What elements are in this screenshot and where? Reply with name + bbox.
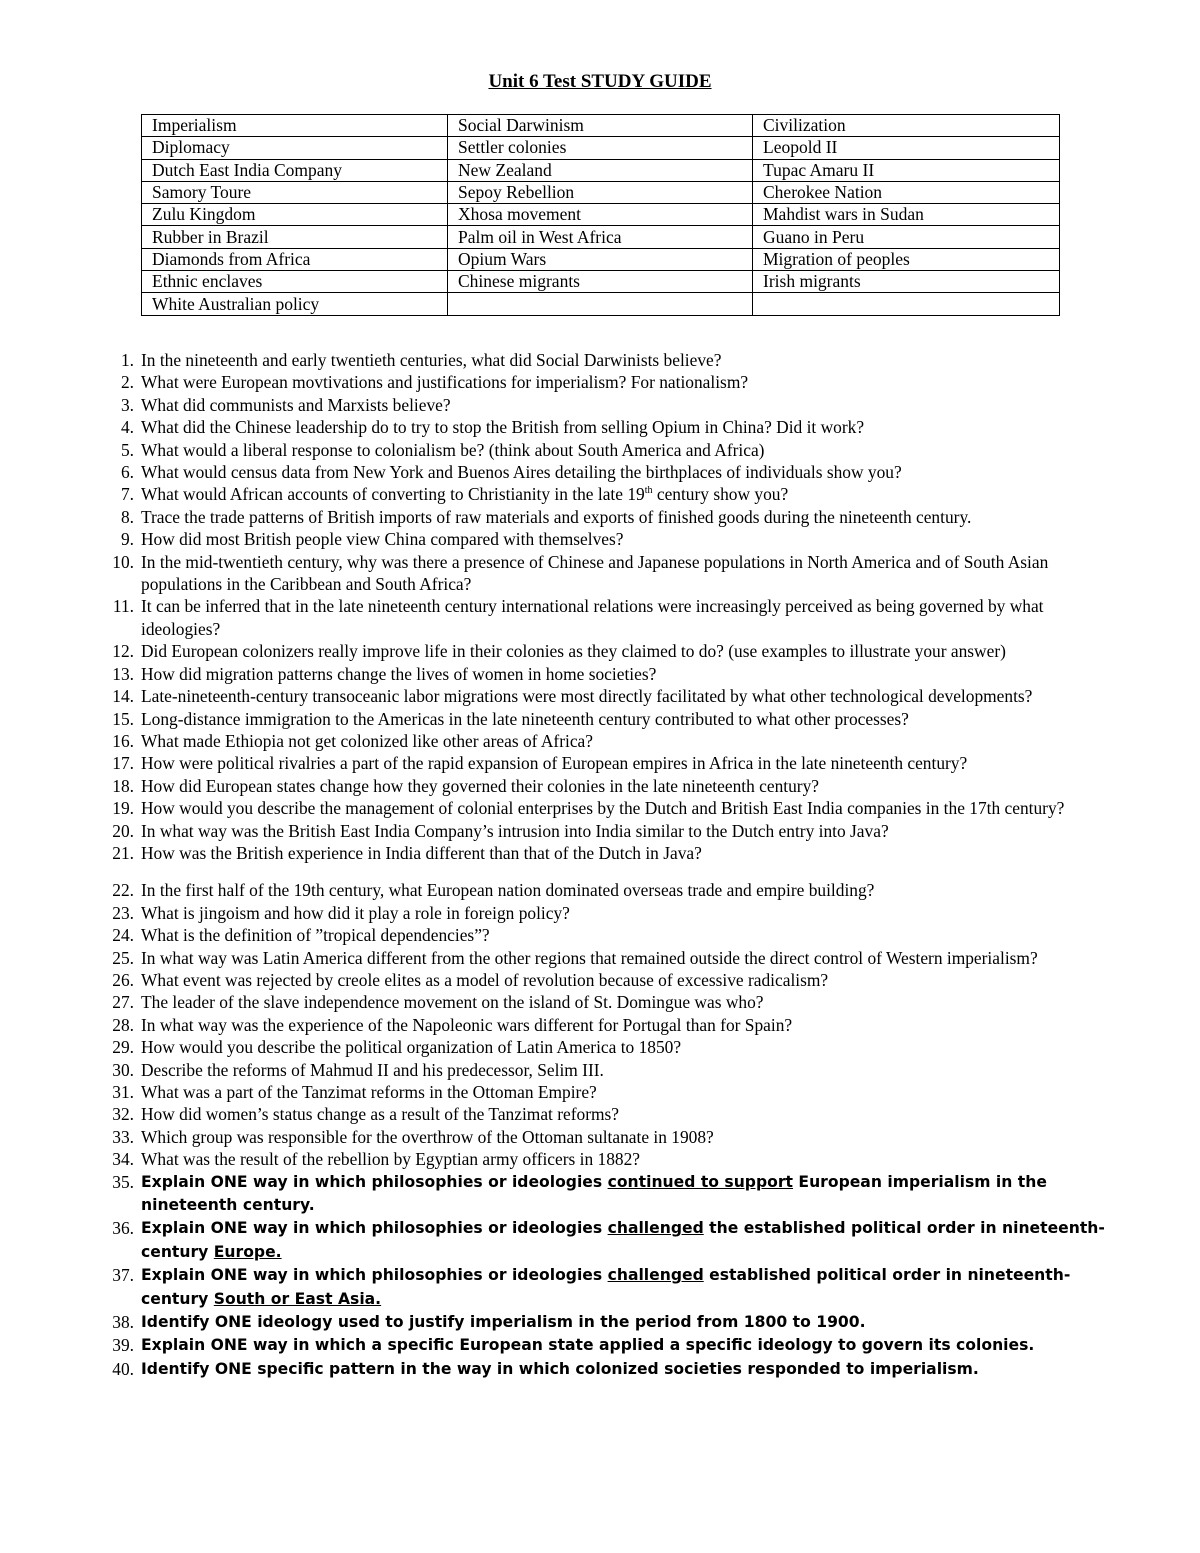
question-number: 36.: [112, 1218, 134, 1239]
question-text: Explain ONE way in which philosophies or ideologies: [141, 1219, 608, 1238]
table-cell: Irish migrants: [753, 271, 1060, 293]
question-text: What did communists and Marxists believe?: [141, 394, 451, 415]
table-row: [142, 137, 1060, 159]
list-item: [0, 1059, 1126, 1081]
question-number: 18.: [112, 775, 134, 796]
list-item: [0, 730, 1126, 752]
table-row: [142, 271, 1060, 293]
question-number: 5.: [120, 439, 134, 460]
table-cell: Sepoy Rebellion: [448, 181, 753, 203]
question-text: In what way was Latin America different from the other regions that remained outside the direct control of Western imperialism?: [141, 947, 1038, 968]
underlined-phrase: South or East Asia.: [213, 1289, 382, 1308]
table-cell: Xhosa movement: [448, 204, 753, 226]
question-text: Identify ONE specific pattern in the way in which colonized societies responded to imperialism.: [141, 1359, 979, 1378]
question-number: 9.: [120, 529, 134, 550]
table-cell: Diplomacy: [142, 137, 448, 159]
list-item: [0, 1126, 1126, 1148]
question-text: How was the British experience in India different than that of the Dutch in Java?: [141, 842, 702, 863]
underlined-phrase: challenged: [607, 1266, 704, 1285]
question-number: 10.: [112, 551, 134, 572]
question-number: 24.: [112, 925, 134, 946]
question-text: European imperialism in the nineteenth century.: [141, 1172, 1047, 1215]
list-item: [0, 663, 1126, 685]
question-number: 27.: [112, 992, 134, 1013]
table-cell: Guano in Peru: [753, 226, 1060, 248]
list-item: [0, 371, 1126, 393]
question-number: 12.: [112, 641, 134, 662]
table-cell: Rubber in Brazil: [142, 226, 448, 248]
question-text: In the nineteenth and early twentieth centuries, what did Social Darwinists believe?: [141, 350, 722, 370]
page-title: Unit 6 Test STUDY GUIDE: [488, 71, 712, 92]
question-number: 37.: [112, 1265, 134, 1286]
question-number: 23.: [112, 902, 134, 923]
list-item: [0, 1103, 1126, 1125]
question-text: What made Ethiopia not get colonized like other areas of Africa?: [141, 730, 593, 751]
list-item: [0, 991, 1126, 1013]
question-number: 30.: [112, 1059, 134, 1080]
list-item: [0, 416, 1126, 438]
question-text: What was the result of the rebellion by Egyptian army officers in 1882?: [141, 1149, 641, 1170]
table-cell: Tupac Amaru II: [753, 159, 1060, 181]
question-text: What is the definition of ”tropical dependencies”?: [141, 925, 490, 946]
table-cell: Leopold II: [753, 137, 1060, 159]
list-item: [0, 708, 1126, 730]
question-text: The leader of the slave independence movement on the island of St. Domingue was who?: [141, 992, 764, 1013]
table-cell: [753, 293, 1060, 315]
question-number: 1.: [120, 350, 134, 370]
list-item: [0, 797, 1126, 819]
question-text: What would a liberal response to colonialism be? (think about South America and Africa): [141, 439, 765, 460]
question-text: How would you describe the management of colonial enterprises by the Dutch and British East India companies in the 17th century?: [141, 798, 1065, 819]
question-text: How did most British people view China compared with themselves?: [141, 529, 624, 550]
question-text: How did women’s status change as a result of the Tanzimat reforms?: [141, 1104, 620, 1125]
question-text: What would African accounts of converting to Christianity in the late 19: [141, 484, 645, 505]
question-number: 2.: [120, 372, 134, 393]
table-cell: Migration of peoples: [753, 248, 1060, 270]
question-number: 33.: [112, 1126, 134, 1147]
question-text: Explain ONE way in which a specific European state applied a specific ideology to govern its colonies.: [141, 1336, 1035, 1355]
list-item: [0, 439, 1126, 461]
question-text: Long-distance immigration to the Americas in the late nineteenth century contributed to what other processes?: [141, 708, 909, 729]
question-text: Describe the reforms of Mahmud II and his predecessor, Selim III.: [141, 1059, 604, 1080]
question-text: In what way was the experience of the Napoleonic wars different for Portugal than for Spain?: [141, 1014, 793, 1035]
question-text: Identify ONE ideology used to justify imperialism in the period from 1800 to 1900.: [141, 1313, 866, 1332]
question-text: In the mid-twentieth century, why was there a presence of Chinese and Japanese populations in North America and of South Asian populations in the Caribbean and South Africa?: [141, 551, 1049, 595]
question-number: 32.: [112, 1104, 134, 1125]
underlined-phrase: continued to support: [607, 1172, 793, 1191]
question-number: 6.: [120, 462, 134, 483]
list-item: [0, 1311, 1126, 1334]
question-number: 17.: [112, 753, 134, 774]
table-row: [142, 226, 1060, 248]
question-text: What were European movtivations and justifications for imperialism? For nationalism?: [141, 372, 749, 393]
list-item: [0, 820, 1126, 842]
question-number: 11.: [112, 596, 134, 617]
table-cell: Cherokee Nation: [753, 181, 1060, 203]
question-number: 21.: [112, 842, 134, 863]
table-cell: Ethnic enclaves: [142, 271, 448, 293]
question-text: Explain ONE way in which philosophies or ideologies: [141, 1266, 608, 1285]
list-item: [0, 483, 1126, 505]
question-number: 34.: [112, 1149, 134, 1170]
question-number: 25.: [112, 947, 134, 968]
list-item: [0, 595, 1126, 640]
list-item: [0, 1171, 1126, 1218]
table-cell: Social Darwinism: [448, 115, 753, 137]
table-cell: Diamonds from Africa: [142, 248, 448, 270]
question-number: 31.: [112, 1082, 134, 1102]
question-text: established political order in nineteenth-century: [141, 1266, 1071, 1308]
question-text: Explain ONE way in which philosophies or ideologies: [141, 1172, 608, 1191]
question-number: 4.: [120, 417, 134, 438]
table-cell: Dutch East India Company: [142, 159, 448, 181]
question-number: 29.: [112, 1037, 134, 1058]
question-number: 3.: [120, 394, 134, 415]
question-number: 20.: [112, 820, 134, 841]
question-text: How would you describe the political organization of Latin America to 1850?: [141, 1037, 682, 1058]
question-text: In the first half of the 19th century, what European nation dominated overseas trade and empire building?: [141, 880, 875, 901]
list-item: [0, 1358, 1126, 1381]
question-list: [0, 349, 1200, 1381]
list-item: [0, 1217, 1126, 1264]
table-row: [142, 248, 1060, 270]
question-text: It can be inferred that in the late nineteenth century international relations were increasingly perceived as being governed by what ideologies?: [141, 596, 1044, 639]
table-cell: Chinese migrants: [448, 271, 753, 293]
list-item: [0, 752, 1126, 774]
question-number: 22.: [112, 880, 134, 901]
table-row: [142, 204, 1060, 226]
table-cell: New Zealand: [448, 159, 753, 181]
vocabulary-table: [141, 114, 1060, 316]
table-row: [142, 159, 1060, 181]
list-item: [0, 1081, 1126, 1103]
question-number: 38.: [112, 1312, 134, 1333]
underlined-phrase: challenged: [607, 1219, 704, 1238]
list-item: [0, 775, 1126, 797]
list-item: [0, 528, 1126, 550]
question-text: In what way was the British East India Company’s intrusion into India similar to the Dutch entry into Java?: [141, 820, 889, 841]
question-text: What did the Chinese leadership do to try to stop the British from selling Opium in China? Did it work?: [141, 417, 865, 438]
superscript: th: [644, 485, 653, 497]
question-text: century show you?: [652, 484, 789, 505]
question-text: How were political rivalries a part of the rapid expansion of European empires in Africa in the late nineteenth century?: [141, 753, 968, 774]
question-number: 35.: [112, 1171, 134, 1192]
list-item: [0, 1036, 1126, 1058]
question-number: 13.: [112, 663, 134, 684]
table-cell: [448, 293, 753, 315]
list-item: [0, 551, 1126, 596]
list-item: [0, 969, 1126, 991]
list-item: [0, 842, 1126, 864]
list-item: [0, 640, 1126, 662]
question-number: 7.: [120, 484, 134, 505]
list-item: [0, 394, 1126, 416]
question-number: 40.: [112, 1358, 134, 1379]
table-cell: Samory Toure: [142, 181, 448, 203]
list-item: [0, 349, 1126, 371]
list-item: [0, 685, 1126, 707]
list-item: [0, 461, 1126, 483]
table-cell: Settler colonies: [448, 137, 753, 159]
list-item: [0, 1334, 1126, 1357]
list-item: [0, 1148, 1126, 1170]
list-item: [0, 902, 1126, 924]
list-item: [0, 1264, 1126, 1311]
question-text: the established political order in nineteenth-century: [141, 1219, 1105, 1261]
question-text: What is jingoism and how did it play a role in foreign policy?: [141, 902, 570, 923]
question-text: What would census data from New York and Buenos Aires detailing the birthplaces of individuals show you?: [141, 462, 902, 483]
question-number: 16.: [112, 730, 134, 751]
question-text: Late-nineteenth-century transoceanic labor migrations were most directly facilitated by what other technological developments?: [141, 686, 1033, 707]
question-text: Trace the trade patterns of British imports of raw materials and exports of finished goods during the nineteenth century.: [141, 506, 972, 527]
list-item: [0, 879, 1126, 901]
list-item: [0, 924, 1126, 946]
table-row: [142, 181, 1060, 203]
list-item: [0, 1014, 1126, 1036]
question-number: 15.: [112, 708, 134, 729]
table-cell: Zulu Kingdom: [142, 204, 448, 226]
list-item: [0, 506, 1126, 528]
question-text: How did migration patterns change the lives of women in home societies?: [141, 663, 657, 684]
table-cell: Mahdist wars in Sudan: [753, 204, 1060, 226]
question-text: Did European colonizers really improve life in their colonies as they claimed to do? (use examples to illustrate your answer): [141, 641, 1006, 662]
table-row: [142, 293, 1060, 315]
table-cell: White Australian policy: [142, 293, 448, 315]
question-number: 14.: [112, 686, 134, 707]
table-cell: Opium Wars: [448, 248, 753, 270]
table-cell: Civilization: [753, 115, 1060, 137]
question-text: Which group was responsible for the overthrow of the Ottoman sultanate in 1908?: [141, 1126, 714, 1147]
table-cell: Palm oil in West Africa: [448, 226, 753, 248]
list-item: [0, 947, 1126, 969]
question-text: What event was rejected by creole elites as a model of revolution because of excessive radicalism?: [141, 969, 829, 990]
question-number: 39.: [112, 1335, 134, 1356]
question-text: What was a part of the Tanzimat reforms in the Ottoman Empire?: [141, 1082, 597, 1102]
table-row: [142, 115, 1060, 137]
question-number: 26.: [112, 969, 134, 990]
question-number: 28.: [112, 1014, 134, 1035]
question-number: 8.: [120, 506, 134, 527]
question-number: 19.: [112, 798, 134, 819]
table-cell: Imperialism: [142, 115, 448, 137]
underlined-phrase: Europe.: [213, 1242, 282, 1261]
question-text: How did European states change how they governed their colonies in the late nineteenth century?: [141, 775, 820, 796]
